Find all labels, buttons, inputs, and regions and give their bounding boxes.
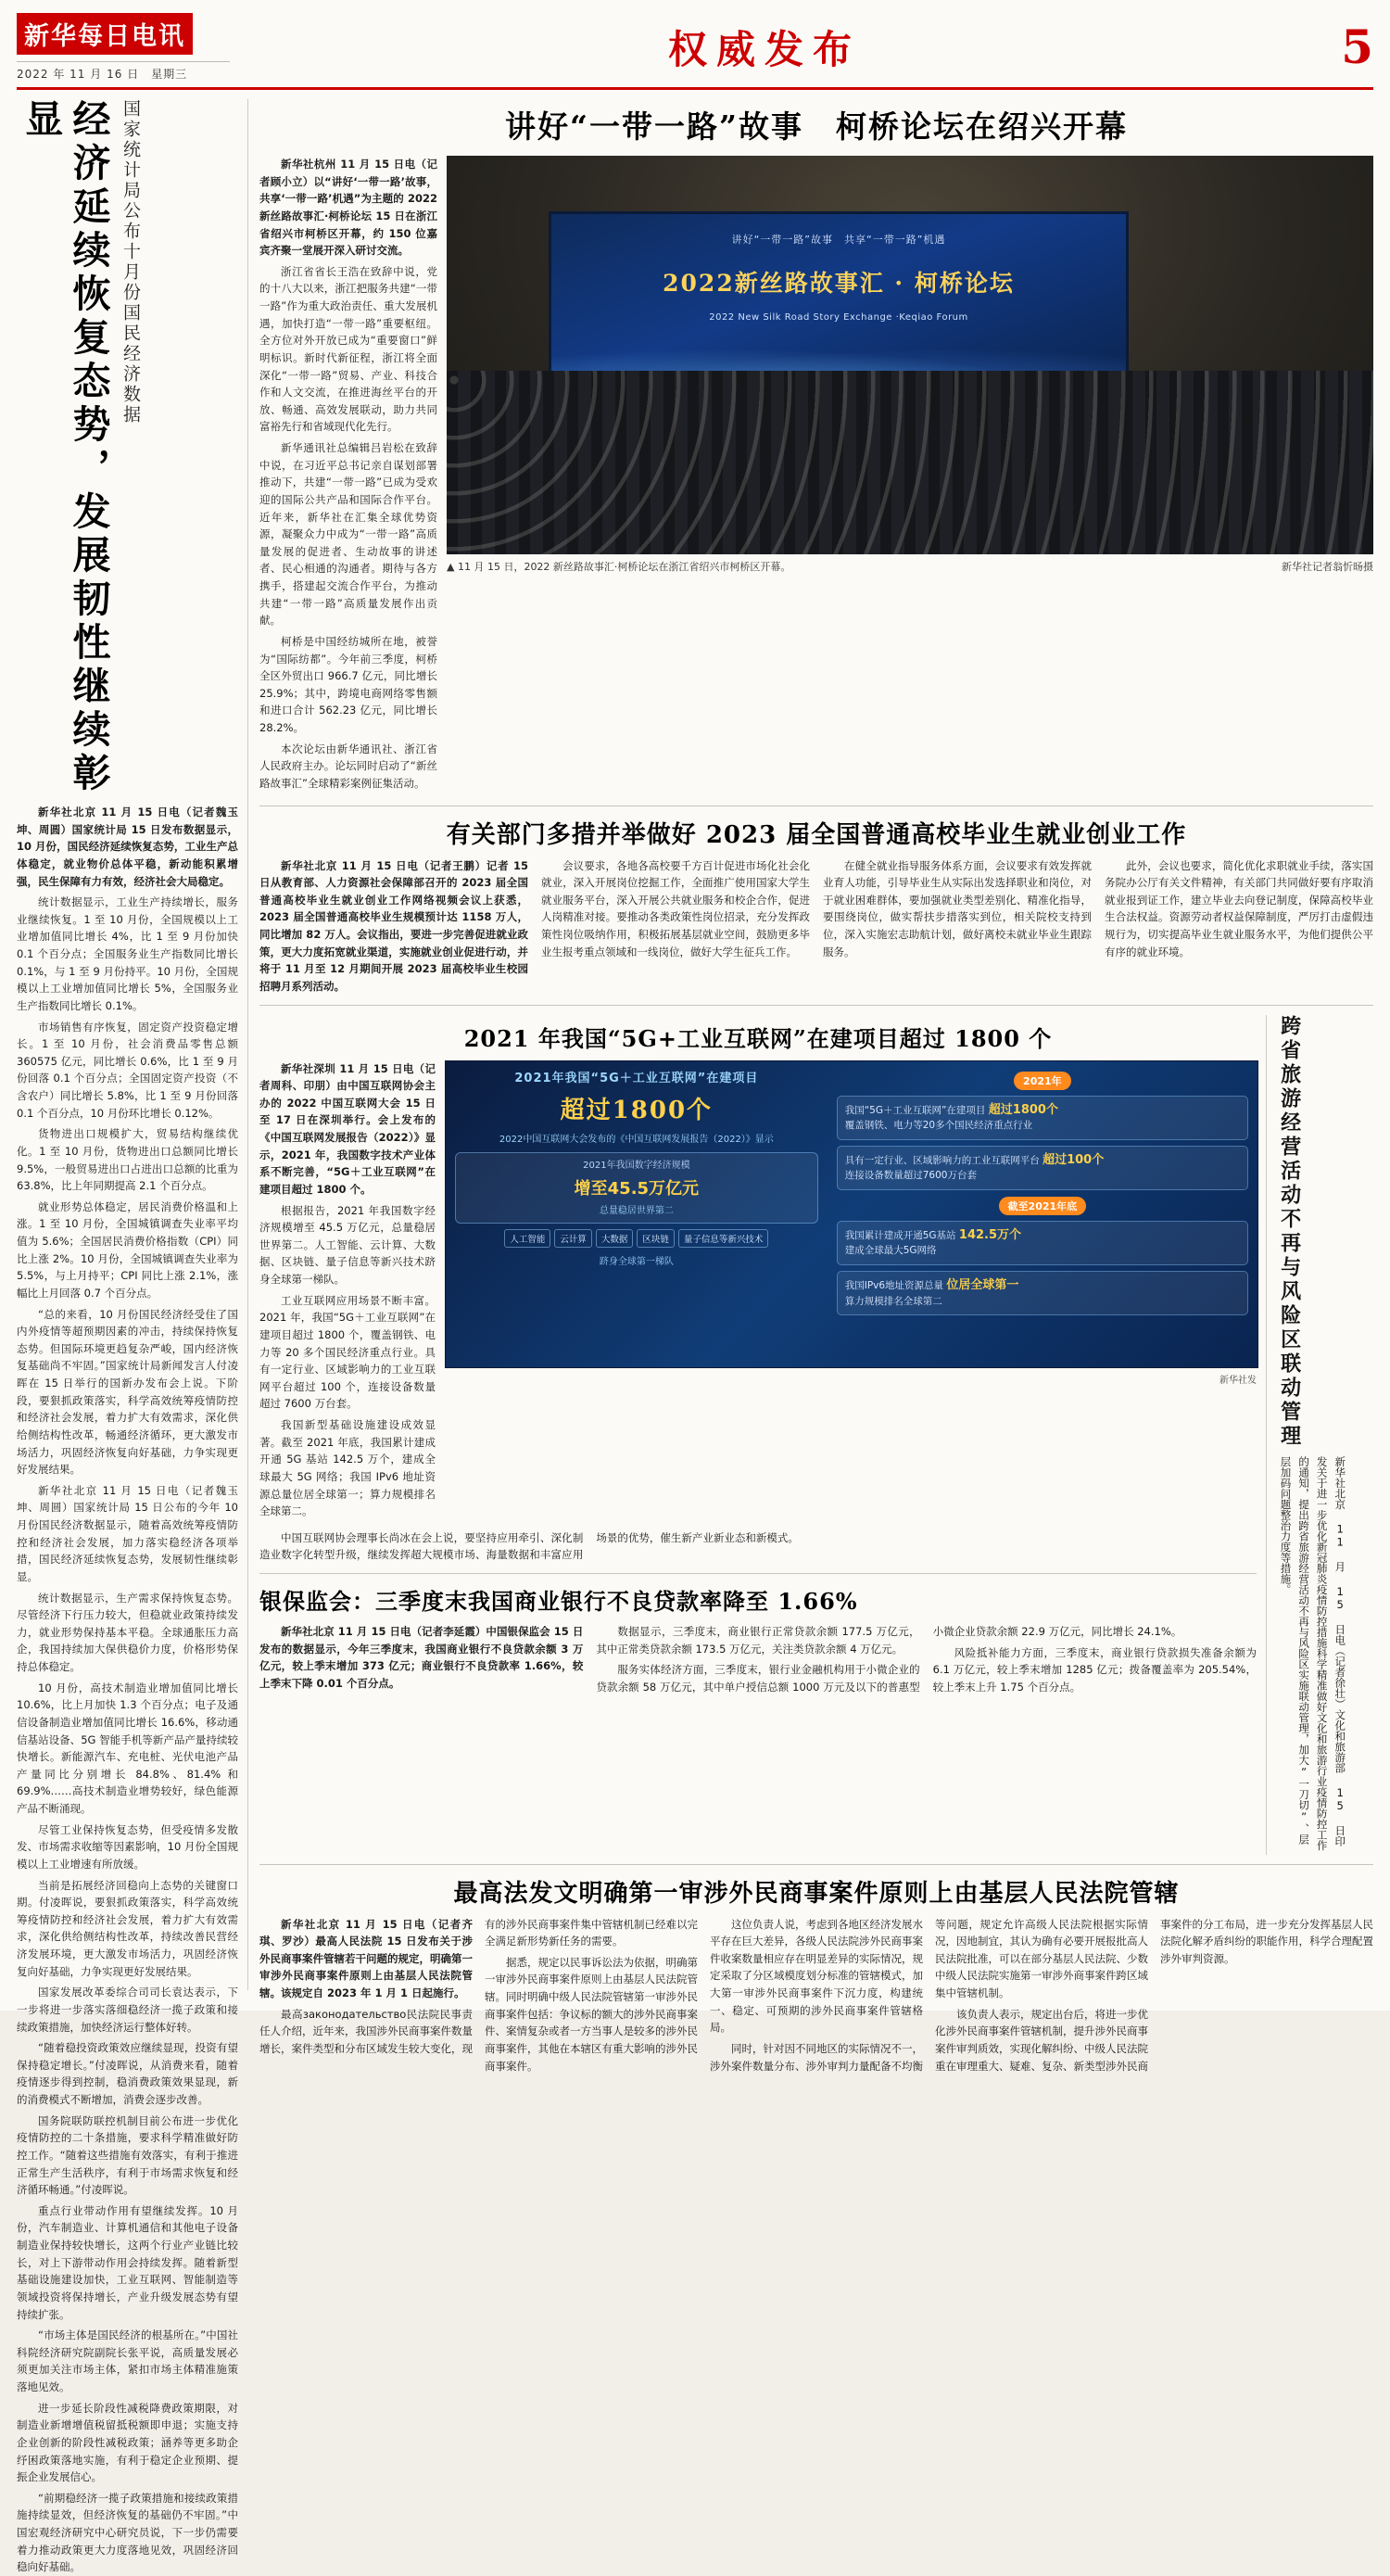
infographic-digital-economy-box [455, 1152, 818, 1224]
stat-value: 142.5万个 [958, 1227, 1022, 1242]
paragraph: 进一步延长阶段性减税降费政策期限，对制造业新增增值税留抵税额即申退；实施支持企业创新的阶段性减税政策；涵养等更多助企纾困政策落地实施，有利于稳定企业预期、提振企业发展信心。 [17, 2401, 238, 2484]
box-title: 2021年我国数字经济规模 [583, 1160, 690, 1171]
paragraph: 新华社北京 11 月 15 日电（记者魏玉坤、周圆）国家统计局 15 日发布数据显示，10 月份，国民经济延续恢复态势，工业生产总体稳定，就业物价总体平稳，新动能积累增强，民生保障有力有效，经济社会大局稳定。 [17, 806, 238, 888]
industrial-bottom-text [259, 1529, 1257, 1564]
stat-sub: 建成全球最大5G网络 [844, 1245, 937, 1257]
infographic-left-big: 超过1800个 [560, 1096, 714, 1124]
paragraph: 统计数据显示，工业生产持续增长，服务业继续恢复。1 至 10 月份，全国规模以上工业增加值同比增长 4%，比 1 至 9 月份加快 0.1 个百分点；全国服务业生产指数同比增长 0.1%，与 1 至 9 月份持平。10 月份，全国规模以上工业增加值同比增长 5%，全国服务业生产指数同比增长 0.1%。 [17, 895, 238, 1012]
paragraph: 当前是拓展经济回稳向上态势的关键窗口期。付凌晖说，要狠抓政策落实，科学高效统筹疫情防控和经济社会发展，着力扩大有效需求，深化供给侧结构性改革，持续改善民营经济发展环境，更大激发市场活力，巩固经济恢复向好基础，力争实现更好发展结果。 [17, 1878, 238, 1978]
forum-photo [447, 156, 1373, 554]
left-column [17, 99, 248, 2574]
left-kicker: 国家统计局公布十月份国民经济数据 [120, 99, 141, 425]
industrial-infographic-wrap [445, 1060, 1257, 1524]
infographic-year-pill-bottom: 截至2021年底 [999, 1197, 1087, 1215]
main-column [248, 99, 1373, 2073]
paragraph: 中国互联网协会理事长尚冰在会上说，要坚持应用牵引、深化制造业数字化转型升级，继续发挥超大规模市场、海量数据和丰富应用场景的优势，催生新产业新业态和新模式。 [259, 1530, 799, 1562]
paragraph: 市场销售有序恢复，固定资产投资稳定增长。1 至 10 月份，社会消费品零售总额 360575 亿元，同比增长 0.6%，比 1 至 9 月份回落 0.1 个百分点；全国固定资产投资（不含农户）同比增长 5.8%，比 1 至 9 月份回落 0.1 个百分点，10 月份环比增长 0.12%。 [17, 1020, 238, 1120]
left-headline: 经济延续恢复态势，发展韧性继续彰显 [19, 99, 111, 796]
paragraph: 新华社杭州 11 月 15 日电（记者顾小立）以“讲好‘一带一路’故事，共享‘一带一路’机遇”为主题的 2022 新丝路故事汇·柯桥论坛 15 日在浙江省绍兴市柯桥区开幕，约 150 位嘉宾齐聚一堂展开深入研讨交流。 [259, 158, 437, 258]
stat-value: 超过1800个 [988, 1102, 1058, 1117]
infographic-stat-row [837, 1221, 1248, 1265]
paragraph: 在健全就业指导服务体系方面，会议要求有效发挥就业育人功能，引导毕业生从实际出发选择职业和岗位，对于就业困难群体，要加强就业类型差别化、精准化指导，要围绕岗位，做实帮扶步措落实到位，相关院校支持到位，深入实施宏志助航计划，做好离校未就业毕业生跟踪服务。 [823, 858, 1092, 958]
feature-lead-column [259, 156, 437, 796]
photo-caption-row [447, 559, 1373, 574]
stage-top-line: 讲好“一带一路”故事 共享“一带一路”机遇 [731, 234, 946, 247]
infographic-right-panel [828, 1061, 1257, 1367]
cross-province-text [1276, 1456, 1348, 1855]
masthead-left [17, 13, 267, 82]
feature-headline: 讲好“一带一路”故事 柯桥论坛在绍兴开幕 [505, 108, 1128, 145]
paragraph: 新华社深圳 11 月 15 日电（记者周科、印朋）由中国互联网协会主办的 2022 中国互联网大会 15 日至 17 日在深圳举行。会上发布的《中国互联网发展报告（2022）》显示，2021 年，我国数字技术产业体系不断完善，“5G＋工业互联网”在建项目超过 1800 个。 [259, 1061, 436, 1196]
stat-title: 我国“5G＋工业互联网”在建项目 [844, 1104, 986, 1116]
industrial-block [259, 1015, 1373, 1855]
paragraph: 我国新型基础设施建设成效显著。截至 2021 年底，我国累计建成开通 5G 基站 142.5 万个，建成全球最大 5G 网络；我国 IPv6 地址资源总量位居全球第一；算力规模排名全球第二。 [259, 1418, 436, 1518]
paragraph: 本次论坛由新华通讯社、浙江省人民政府主办。论坛同时启动了“新丝路故事汇”全球精彩案例征集活动。 [259, 742, 437, 790]
infographic-tag-list [455, 1229, 818, 1248]
industrial-headline: 2021 年我国“5G+工业互联网”在建项目超过 1800 个 [463, 1024, 1053, 1052]
paragraph: 柯桥是中国经纺城所在地，被誉为“国际纺都”。今年前三季度，柯桥全区外贸出口 966.7 亿元，同比增长 25.9%；其中，跨境电商网络零售额和进口合计 562.23 亿元，同比增长 28.2%。 [259, 634, 437, 734]
paragraph: 这位负责人说，考虑到各地区经济发展水平存在巨大差异，各级人民法院涉外民商事案件收案数量相应存在明显差异的实际情况，规定采取了分区域模度划分标准的管辖模式，加大第一审涉外民商事案件下沉力度，构建统一、稳定、可预期的涉外民商事案件管辖格局。 [710, 1917, 923, 2035]
photo-caption: ▲ 11 月 15 日，2022 新丝路故事汇·柯桥论坛在浙江省绍兴市柯桥区开幕。 [447, 561, 791, 573]
tech-tag: 人工智能 [504, 1229, 550, 1248]
infographic-stat-row [837, 1096, 1248, 1140]
paragraph: 服务实体经济方面，三季度末，银行业金融机构用于小微企业的贷款余额 58 万亿元，其中单户授信总额 1000 万元及以下的普惠型小微企业贷款余额 22.9 万亿元，同比增长 24.1%。 [596, 1625, 1182, 1694]
paragraph: 统计数据显示，生产需求保持恢复态势。尽管经济下行压力较大，但稳就业政策持续发力，就业形势保持基本平稳。全球通胀压力高企，我国持续加大保供稳价力度，价格形势保持总体稳定。 [17, 1591, 238, 1673]
industrial-main [259, 1015, 1266, 1855]
paragraph: 国家发展改革委综合司司长袁达表示，下一步将进一步落实落细稳经济一揽子政策和接续政策措施，加快经济运行整体好转。 [17, 1986, 238, 2034]
paragraph: 风险抵补能力方面，三季度末，商业银行贷款损失准备余额为 6.1 万亿元，较上季末增加 1285 亿元；拨备覆盖率为 205.54%，较上季末上升 1.75 个百分点。 [932, 1645, 1257, 1694]
paragraph: 重点行业带动作用有望继续发挥。10 月份，汽车制造业、计算机通信和其他电子设备制造业保持较快增长，这两个行业产业链比较长，对上下游带动作用会持续发挥。随着新型基础设施建设加快，工业互联网、智能制造等领域投资将保持增长，产业升级发展态势有望持续扩张。 [17, 2203, 238, 2321]
box-sub: 总量稳居世界第二 [599, 1205, 674, 1216]
paragraph: “随着稳投资政策效应继续显现，投资有望保持稳定增长。”付凌晖说，从消费来看，随着疫情逐步得到控制，稳消费政策效果显现，新的消费模式不断增加，消费会逐步改善。 [17, 2041, 238, 2106]
stage-title: 2022新丝路故事汇 · 柯桥论坛 [663, 270, 1015, 298]
infographic-source-note: 2022中国互联网大会发布的《中国互联网发展报告（2022）》显示 [499, 1134, 774, 1145]
paragraph: 数据显示，三季度末，商业银行正常贷款余额 177.5 万亿元，其中正常类贷款余额 173.5 万亿元，关注类贷款余额 4 万亿元。 [596, 1625, 920, 1656]
banking-body [259, 1623, 1257, 1697]
industrial-infographic [445, 1060, 1258, 1368]
infographic-stat-row [837, 1271, 1248, 1315]
stat-value: 超过100个 [1042, 1152, 1105, 1167]
paragraph: 同时，针对因不同地区的实际情况不一，涉外案件数量分布、涉外审判力量配备不均衡等问题，规定允许高级人民法院根据实际情况，因地制宜，其认为确有必要开展报批高人民法院批准，可以在部分基层人民法院、少数中级人民法院实施第一审涉外商事案件跨区域集中管辖机制。 [710, 1917, 1148, 2073]
publication-date: 2022 年 11 月 16 日 星期三 [17, 61, 230, 82]
paragraph: 浙江省省长王浩在致辞中说，党的十八大以来，浙江把服务共建“一带一路”作为重大政治责任、重大发展机遇，加快打造“一带一路”重要枢纽。全方位对外开放已成为“重要窗口”鲜明标识。新时代新征程，浙江将全面深化“一带一路”贸易、产业、科技合作和人文交流，在推进海丝平台的开放、畅通、高效发展联动，助力共同富裕先行和省域现代化先行。 [259, 264, 437, 434]
left-headline-block [17, 99, 238, 804]
divider [259, 1573, 1257, 1574]
section-title: 权威发布 [667, 27, 861, 72]
paragraph: 会议要求，各地各高校要千方百计促进市场化社会化就业，深入开展岗位挖掘工作，全面推广使用国家大学生就业服务平台，深入开展公共就业服务和校企合作，促进人岗精准对接。要推动各类政策性岗位招录，充分发挥政策性岗位吸纳作用，积极拓展基层就业空间，鼓励更多毕业生报考重点领域和一线岗位，做好大学生征兵工作。 [541, 858, 810, 958]
masthead [17, 13, 1373, 90]
paragraph: 新华社北京 11 月 15 日电（记者王鹏）记者 15 日从教育部、人力资源社会保障部召开的 2023 届全国普通高校毕业生就业创业工作网络视频会议上获悉，2023 届全国普通高校毕业生规模预计达 1158 万人，同比增加 82 万人。会议指出，要进一步完善促进就业政策，更大力度拓宽就业渠道，实施就业创业促进行动，并将于 11 月至 12 月期间开展 2023 届高校毕业生校园招聘月系列活动。 [259, 858, 528, 993]
employment-headline: 有关部门多措并举做好 2023 届全国普通高校毕业生就业创业工作 [446, 820, 1187, 849]
court-headline: 最高法发文明确第一审涉外民商事案件原则上由基层人民法院管辖 [453, 1879, 1180, 1908]
employment-body [259, 857, 1373, 996]
photo-credit: 新华社记者翁忻旸摄 [1282, 561, 1373, 573]
stat-title: 我国累计建成开通5G基站 [844, 1229, 956, 1241]
paragraph: “前期稳经济一揽子政策措施和接续政策措施持续显效，但经济恢复的基础仍不牢固。”中国宏观经济研究中心研究员说，下一步仍需要着力推动政策更大力度落地见效，巩固经济回稳向好基础。 [17, 2491, 238, 2574]
divider [259, 1864, 1373, 1865]
tech-tag: 大数据 [596, 1229, 634, 1248]
court-body [259, 1916, 1373, 2075]
paragraph: 工业互联网应用场景不断丰富。2021 年，我国“5G＋工业互联网”在建项目超过 1800 个，覆盖钢铁、电力等 20 多个国民经济重点行业。具有一定行业、区域影响力的工业互联网平台超过 100 个，连接设备数量超过 7600 万台套。 [259, 1293, 436, 1411]
paragraph: 此外，会议也要求，简化优化求职就业手续，落实国务院办公厅有关文件精神，有关部门共同做好要有序取消就业报到证工作，建立毕业去向登记制度，保障高校毕业生合法权益。资源劳动者权益保障制度，严厉打击虚假违规行为，切实提高毕业生就业服务水平，为他们提供公平有序的就业环境。 [1105, 858, 1373, 958]
stage-screen [549, 211, 1129, 392]
infographic-credit: 新华社发 [1219, 1375, 1257, 1386]
feature-lead-text [259, 156, 437, 793]
paragraph: 就业形势总体稳定，居民消费价格温和上涨。1 至 10 月份，全国城镇调查失业率平均值为 5.6%；全国居民消费价格指数（CPI）同比上涨 2%。10 月份，全国城镇调查失业率为 5.5%，与上月持平；CPI 同比上涨 2.1%，涨幅比上月回落 0.7 个百分点。 [17, 1199, 238, 1300]
masthead-center [267, 19, 1262, 75]
box-value: 增至45.5万亿元 [574, 1178, 700, 1199]
stat-value: 位居全球第一 [946, 1277, 1019, 1292]
page-number: 5 [1341, 19, 1373, 74]
paragraph: 据悉，规定以民事诉讼法为依据，明确第一审涉外民商事案件原则上由基层人民法院管辖。同时明确中级人民法院管辖第一审涉外民商事案件包括：争议标的额大的涉外民商事案件、案情复杂或者一方当事人是较多的涉外民商事案件，其他在本辖区有重大影响的涉外民商事案件。 [485, 1955, 698, 2073]
infographic-year-pill-top: 2021年 [1014, 1072, 1071, 1090]
paragraph: 新华社北京 11 月 15 日电（记者齐琪、罗沙）最高人民法院 15 日发布关于涉外民商事案件管辖若干问题的规定，明确第一审涉外民商事案件原则上由基层人民法院管辖。该规定自 2023 年 1 月 1 日起施行。 [259, 1917, 473, 1999]
tech-tag: 云计算 [554, 1229, 592, 1248]
stat-title: 具有一定行业、区域影响力的工业互联网平台 [844, 1154, 1040, 1166]
page-content [17, 99, 1373, 2574]
banking-headline: 银保监会：三季度末我国商业银行不良贷款率降至 1.66% [259, 1588, 858, 1615]
masthead-right [1262, 19, 1373, 74]
stat-sub: 连接设备数量超过7600万台套 [844, 1170, 977, 1182]
paragraph: 新华通讯社总编辑吕岩松在致辞中说，在习近平总书记亲自谋划部署推动下，共建“一带一路”已成为受欢迎的国际公共产品和国际合作平台。近年来，新华社在汇集全球优势资源，凝聚众力中成为“一带一路”高质量发展的促进者、生动故事的讲述者、民心相通的沟通者。期待与各方携手，搭建起交流合作平台，为推动共建“一带一路”高质量发展作出贡献。 [259, 441, 437, 628]
paragraph: 尽管工业保持恢复态势，但受疫情多发散发、市场需求收缩等因素影响，10 月份全国规模以上工业增速有所放缓。 [17, 1822, 238, 1871]
paragraph: 10 月份，高技术制造业增加值同比增长 10.6%，比上月加快 1.3 个百分点；电子及通信设备制造业增加值同比增长 16.6%，移动通信基站设备、5G 智能手机等新产品产量持续较快增长。新能源汽车、充电桩、光伏电池产品产量同比分别增长 84.8%、81.4% 和 69.9%……高技术制造业增势较好，绿色能源产品不断涌现。 [17, 1681, 238, 1815]
stat-sub: 覆盖钢铁、电力等20多个国民经济重点行业 [844, 1120, 1033, 1132]
feature-photo-column [447, 156, 1373, 796]
infographic-tag-note: 跻身全球第一梯队 [599, 1256, 674, 1267]
paragraph: 该负责人表示，规定出台后，将进一步优化涉外民商事案件管辖机制，提升涉外民商事案件审判质效，实现化解纠纷、中级人民法院重在审理重大、疑难、复杂、新类型涉外民商事案件的分工布局，进一步充分发挥基层人民法院化解矛盾纠纷的职能作用，科学合理配置涉外审判资源。 [935, 1917, 1373, 2073]
infographic-left-head: 2021年我国“5G＋工业互联网”在建项目 [514, 1071, 759, 1085]
paragraph: 货物进出口规模扩大，贸易结构继续优化。1 至 10 月份，货物进出口总额同比增长 9.5%，一般贸易进出口占进出口总额的比重为 63.8%，比上年同期提高 2.1 个百分点。 [17, 1127, 238, 1193]
infographic-left-panel [446, 1061, 828, 1367]
infographic-stat-row [837, 1146, 1248, 1190]
stat-title: 我国IPv6地址资源总量 [844, 1279, 944, 1291]
paragraph: “市场主体是国民经济的根基所在。”中国社科院经济研究院副院长张平说，高质量发展必须更加关注市场主体，紧扣市场主体精准施策落地见效。 [17, 2329, 238, 2393]
paragraph: 新华社北京 11 月 15 日电（记者徐壮）文化和旅游部 15 日印发关于进一步优化新冠肺炎疫情防控措施科学精准做好文化和旅游行业疫情防控工作的通知，提出跨省旅游经营活动不再与风险区实施联动管理，加大“一刀切”、层层加码问题整治力度等措施。 [1279, 1455, 1347, 1850]
divider [259, 1005, 1373, 1006]
newspaper-logo: 新华每日电讯 [17, 13, 193, 55]
feature-block [259, 156, 1373, 796]
cross-province-headline: 跨省旅游经营活动不再与风险区联动管理 [1277, 1014, 1302, 1449]
paragraph: 新华社北京 11 月 15 日电（记者李延霞）中国银保监会 15 日发布的数据显示，今年三季度末，我国商业银行不良贷款余额 3 万亿元，较上季末增加 373 亿元；商业银行不良贷款率 1.66%，较上季末下降 0.01 个百分点。 [259, 1625, 584, 1690]
stage-subtitle: 2022 New Silk Road Story Exchange ·Keqiao Forum [709, 312, 968, 324]
paragraph: “总的来看，10 月份国民经济经受住了国内外疫情等超预期因素的冲击，持续保持恢复态势。但国际环境更趋复杂严峻，国内经济恢复基础尚不牢固。”国家统计局新闻发言人付凌晖在 15 日举行的国新办发布会上说。下阶段，要狠抓政策落实，科学高效统筹疫情防控和经济社会发展，着力扩大有效需求，深化供给侧结构性改革，畅通经济循环，更大激发市场活力，巩固经济恢复向好基础，力争实现更好发展结果。 [17, 1307, 238, 1477]
paragraph: 国务院联防联控机制目前公布进一步优化疫情防控的二十条措施，要求科学精准做好防控工作。“随着这些措施有效落实，有利于推进正常生产生活秩序，有利于市场需求恢复和经济循环畅通。”付凌晖说。 [17, 2113, 238, 2197]
industrial-top-row [259, 1060, 1257, 1524]
paragraph: 新华社北京 11 月 15 日电（记者魏玉坤、周圆）国家统计局 15 日公布的今年 10 月份国民经济数据显示，随着高效统筹疫情防控和经济社会发展，加力落实稳经济各项举措，国民经济延续恢复态势，发展韧性继续彰显。 [17, 1483, 238, 1583]
stat-sub: 算力规模排名全球第二 [844, 1295, 942, 1307]
tech-tag: 区块链 [637, 1229, 675, 1248]
paragraph: 最高законодательство民法院民事责任人介绍，近年来，我国涉外民商事案件数量增长，案件类型和分布区域发生较大变化，现有的涉外民商事案件集中管辖机制已经难以完全满足新形势新任务的需要。 [259, 1917, 698, 2055]
audience [447, 371, 1373, 554]
paragraph: 根据报告，2021 年我国数字经济规模增至 45.5 万亿元，总量稳居世界第二。人工智能、云计算、大数据、区块链、量子信息等新兴技术跻身全球第一梯队。 [259, 1203, 436, 1286]
left-body [17, 804, 238, 2576]
cross-province-sidebar [1266, 1015, 1373, 1855]
industrial-left-text [259, 1060, 436, 1524]
tech-tag: 量子信息等新兴技术 [678, 1229, 769, 1248]
